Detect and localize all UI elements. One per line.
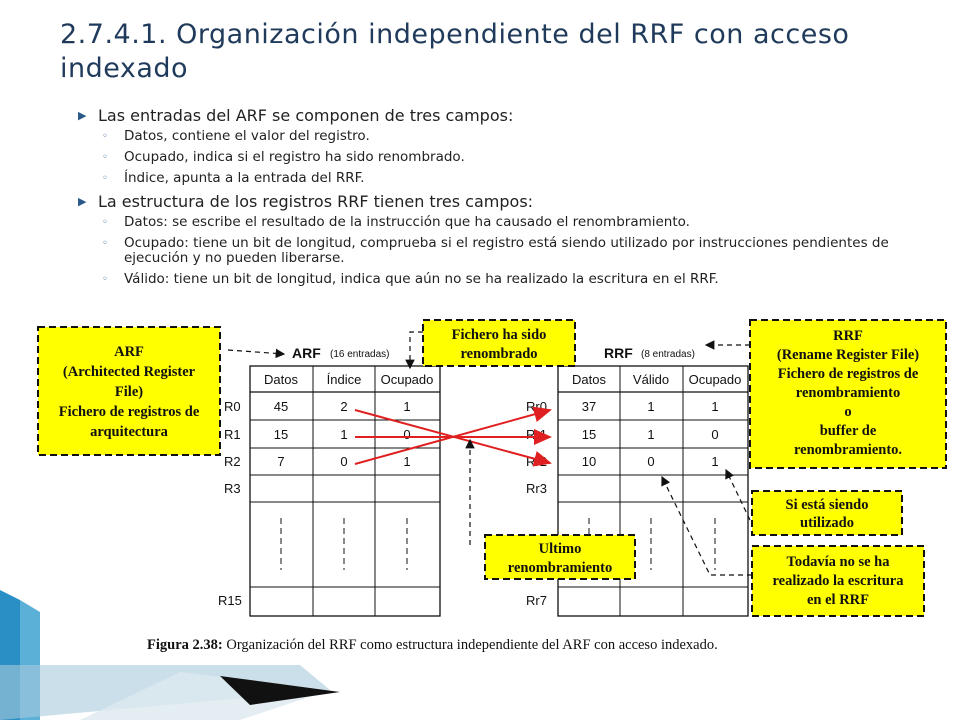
arf-reg-label: R15 xyxy=(218,593,242,608)
rrf-header-ocupado: Ocupado xyxy=(688,372,742,387)
svg-text:File): File) xyxy=(114,384,144,400)
arf-cell: 15 xyxy=(273,427,289,442)
svg-text:en el RRF: en el RRF xyxy=(806,592,870,608)
bullet-text: La estructura de los registros RRF tienen tres campos: xyxy=(98,192,534,211)
svg-text:Fichero ha sido: Fichero ha sido xyxy=(451,327,547,343)
callout-last-rename xyxy=(485,535,635,579)
rrf-cell: 10 xyxy=(581,454,597,469)
ring-bullet-icon: ◦ xyxy=(102,274,108,285)
rrf-label: RRF xyxy=(604,345,633,361)
rrf-reg-label: Rr3 xyxy=(526,481,547,496)
rrf-reg-label: Rr7 xyxy=(526,593,547,608)
ring-bullet-icon: ◦ xyxy=(102,152,108,163)
sub-bullet: ◦ Válido: tiene un bit de longitud, indica que aún no se ha realizado la escritura en el RRF. xyxy=(102,271,719,287)
callout-in-use xyxy=(752,491,902,535)
rrf-cell: 1 xyxy=(647,427,655,442)
arf-cell: 1 xyxy=(403,399,411,414)
arf-cell: 0 xyxy=(340,454,348,469)
arf-reg-label: R0 xyxy=(224,399,241,414)
bullet-text: Las entradas del ARF se componen de tres campos: xyxy=(98,106,514,125)
sub-bullet: ◦ Ocupado, indica si el registro ha sido renombrado. xyxy=(102,149,465,165)
rrf-header-datos: Datos xyxy=(572,372,606,387)
rrf-cell: 1 xyxy=(711,399,719,414)
arf-cell: 1 xyxy=(403,454,411,469)
ring-bullet-icon: ◦ xyxy=(102,238,108,249)
arf-reg-label: R2 xyxy=(224,454,241,469)
callout-renamed xyxy=(423,320,575,366)
svg-text:Todavía no se ha: Todavía no se ha xyxy=(786,554,890,570)
rrf-cell: 0 xyxy=(711,427,719,442)
ring-bullet-icon: ◦ xyxy=(102,173,108,184)
svg-text:RRF: RRF xyxy=(833,328,863,344)
svg-text:(Architected Register: (Architected Register xyxy=(62,364,196,380)
rrf-cell: 15 xyxy=(581,427,597,442)
svg-text:(Rename Register File): (Rename Register File) xyxy=(776,347,920,363)
arf-cell: 45 xyxy=(273,399,289,414)
arf-reg-label: R1 xyxy=(224,427,241,442)
callout-arf xyxy=(38,327,220,455)
arf-header-datos: Datos xyxy=(264,372,298,387)
svg-text:buffer de: buffer de xyxy=(819,423,877,439)
svg-text:utilizado: utilizado xyxy=(800,515,854,531)
sub-bullet: ◦ Índice, apunta a la entrada del RRF. xyxy=(102,170,365,186)
svg-text:realizado la escritura: realizado la escritura xyxy=(772,573,904,589)
arf-cell: 0 xyxy=(403,427,411,442)
svg-text:renombrado: renombrado xyxy=(460,346,538,362)
arf-cell: 7 xyxy=(277,454,285,469)
rrf-cell: 1 xyxy=(711,454,719,469)
bullet-arrow-icon: ▶ xyxy=(78,195,87,208)
svg-text:Fichero de registros de: Fichero de registros de xyxy=(58,404,200,420)
arf-cell: 2 xyxy=(340,399,348,414)
sub-bullet: ◦ Datos: se escribe el resultado de la instrucción que ha causado el renombramiento. xyxy=(102,214,690,230)
arf-cell: 1 xyxy=(340,427,348,442)
callout-not-written xyxy=(752,546,924,616)
figure-caption: Figura 2.38: Organización del RRF como estructura independiente del ARF con acceso indexado. xyxy=(147,637,718,653)
svg-text:renombramiento: renombramiento xyxy=(795,385,901,401)
arf-header-indice: Índice xyxy=(326,372,362,387)
svg-text:arquitectura: arquitectura xyxy=(90,424,168,440)
rrf-reg-label: Rr2 xyxy=(526,454,547,469)
svg-text:ARF: ARF xyxy=(114,344,144,360)
sub-bullet: ◦ Ocupado: tiene un bit de longitud, comprueba si el registro está siendo utilizado por instrucciones pendientes de ejecución y no pueden liberarse. xyxy=(102,235,889,266)
svg-text:Ultimo: Ultimo xyxy=(538,541,582,557)
arf-count: (16 entradas) xyxy=(330,349,390,360)
page-title: 2.7.4.1. Organización independiente del RRF con acceso indexado xyxy=(60,19,850,84)
svg-text:Fichero de registros de: Fichero de registros de xyxy=(777,366,919,382)
sub-bullet: ◦ Datos, contiene el valor del registro. xyxy=(102,128,370,144)
ring-bullet-icon: ◦ xyxy=(102,217,108,228)
callout-rrf xyxy=(750,320,946,468)
rrf-reg-label: Rr0 xyxy=(526,399,547,414)
rrf-reg-label: Rr1 xyxy=(526,427,547,442)
ring-bullet-icon: ◦ xyxy=(102,131,108,142)
arf-label: ARF xyxy=(292,345,321,361)
arf-header-ocupado: Ocupado xyxy=(380,372,434,387)
bullet-arrow-icon: ▶ xyxy=(78,109,87,122)
rrf-cell: 1 xyxy=(647,399,655,414)
rrf-header-valido: Válido xyxy=(632,372,670,387)
svg-text:Si está siendo: Si está siendo xyxy=(785,497,869,513)
svg-text:renombramiento.: renombramiento. xyxy=(793,442,903,458)
rrf-cell: 0 xyxy=(647,454,655,469)
mapping-arrows xyxy=(355,410,550,464)
arf-table xyxy=(218,345,440,616)
rrf-cell: 37 xyxy=(581,399,597,414)
svg-text:o: o xyxy=(844,404,852,420)
svg-text:renombramiento: renombramiento xyxy=(507,560,613,576)
rrf-count: (8 entradas) xyxy=(641,349,695,360)
arf-reg-label: R3 xyxy=(224,481,241,496)
